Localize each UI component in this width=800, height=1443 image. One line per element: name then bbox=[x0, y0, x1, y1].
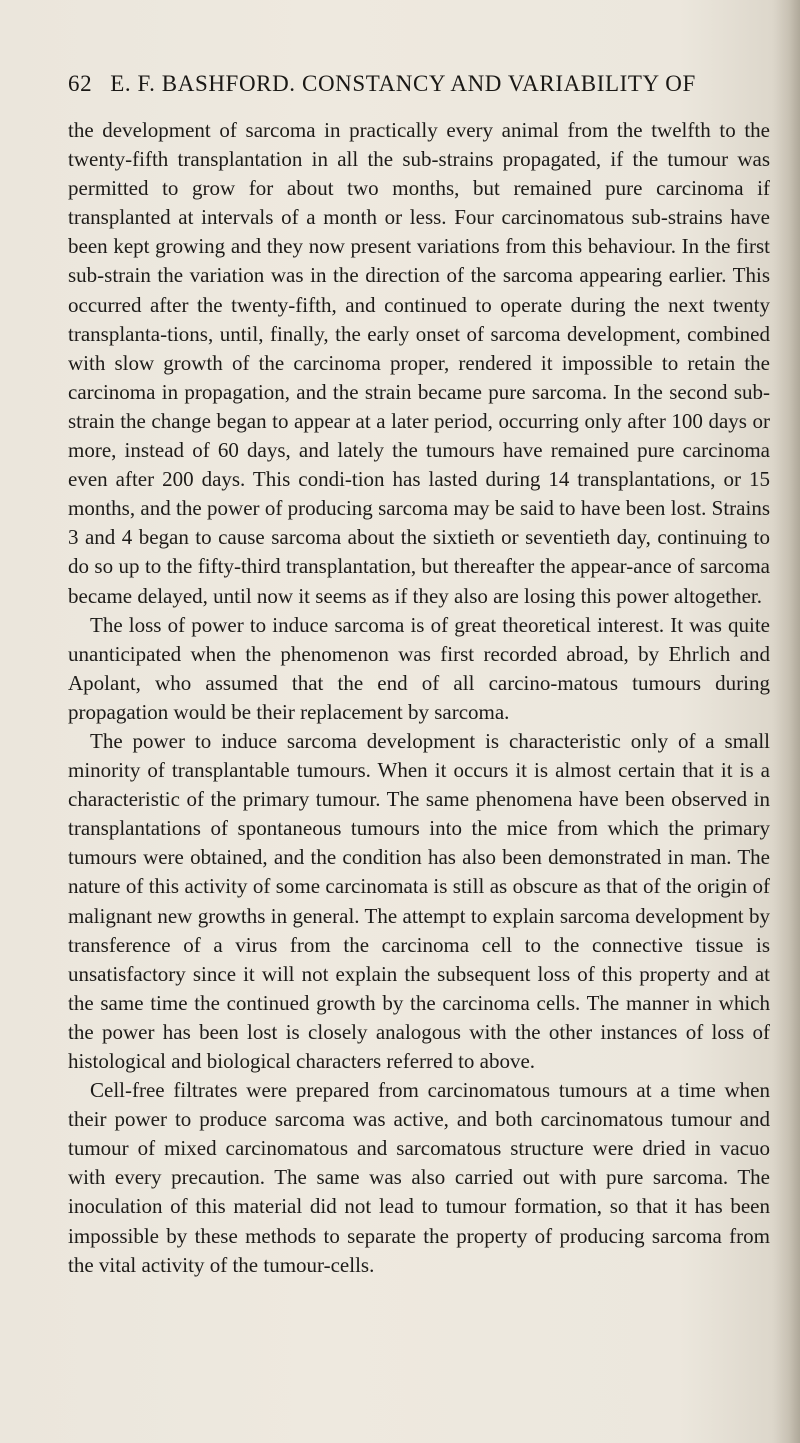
page-edge-shadow bbox=[772, 0, 800, 1443]
paragraph-4: Cell-free filtrates were prepared from carcinomatous tumours at a time when their power to produce sarcoma was active, and both carcinomatous tumour and tumour of mixed carcinomatous and sarcomatous structure were dried in vacuo with every precaution. The same was also carried out with pure sarcoma. The inoculation of this material did not lead to tumour formation, so that it has been impossible by these methods to separate the property of producing sarcoma from the vital activity of the tumour-cells. bbox=[68, 1078, 770, 1277]
running-header bbox=[68, 71, 768, 97]
body-text bbox=[68, 116, 770, 1280]
running-title: E. F. BASHFORD. CONSTANCY AND VARIABILITY OF bbox=[110, 71, 696, 96]
paragraph-3: The power to induce sarcoma development is characteristic only of a small minority of transplantable tumours. When it occurs it is almost certain that it is a characteristic of the primary tumour. The same phenomena have been observed in transplantations of spontaneous tumours into the mice from which the primary tumours were obtained, and the condition has also been demonstrated in man. The nature of this activity of some carcinomata is still as obscure as that of the origin of malignant new growths in general. The attempt to explain sarcoma development by transference of a virus from the carcinoma cell to the connective tissue is unsatisfactory since it will not explain the subsequent loss of this property and at the same time the continued growth by the carcinoma cells. The manner in which the power has been lost is closely analogous with the other instances of loss of histological and biological characters referred to above. bbox=[68, 728, 770, 1073]
paragraph-2: The loss of power to induce sarcoma is of great theoretical interest. It was quite unanticipated when the phenomenon was first recorded abroad, by Ehrlich and Apolant, who assumed that the end of all carcino-matous tumours during propagation would be their replacement by sarcoma. bbox=[68, 612, 770, 724]
page-number: 62 bbox=[68, 71, 93, 96]
paragraph-1: the development of sarcoma in practically every animal from the twelfth to the twenty-fifth transplantation in all the sub-strains propagated, if the tumour was permitted to grow for about two months, but remained pure carcinoma if transplanted at intervals of a month or less. Four carcinomatous sub-strains have been kept growing and they now present variations from this behaviour. In the first sub-strain the variation was in the direction of the sarcoma appearing earlier. This occurred after the twenty-fifth, and continued to operate during the next twenty transplanta-tions, until, finally, the early onset of sarcoma development, combined with slow growth of the carcinoma proper, rendered it impossible to retain the carcinoma in propagation, and the strain became pure sarcoma. In the second sub-strain the change began to appear at a later period, occurring only after 100 days or more, instead of 60 days, and lately the tumours have remained pure carcinoma even after 200 days. This condi-tion has lasted during 14 transplantations, or 15 months, and the power of producing sarcoma may be said to have been lost. Strains 3 and 4 began to cause sarcoma about the sixtieth or seventieth day, continuing to do so up to the fifty-third transplantation, but thereafter the appear-ance of sarcoma became delayed, until now it seems as if they also are losing this power altogether. bbox=[68, 118, 770, 608]
